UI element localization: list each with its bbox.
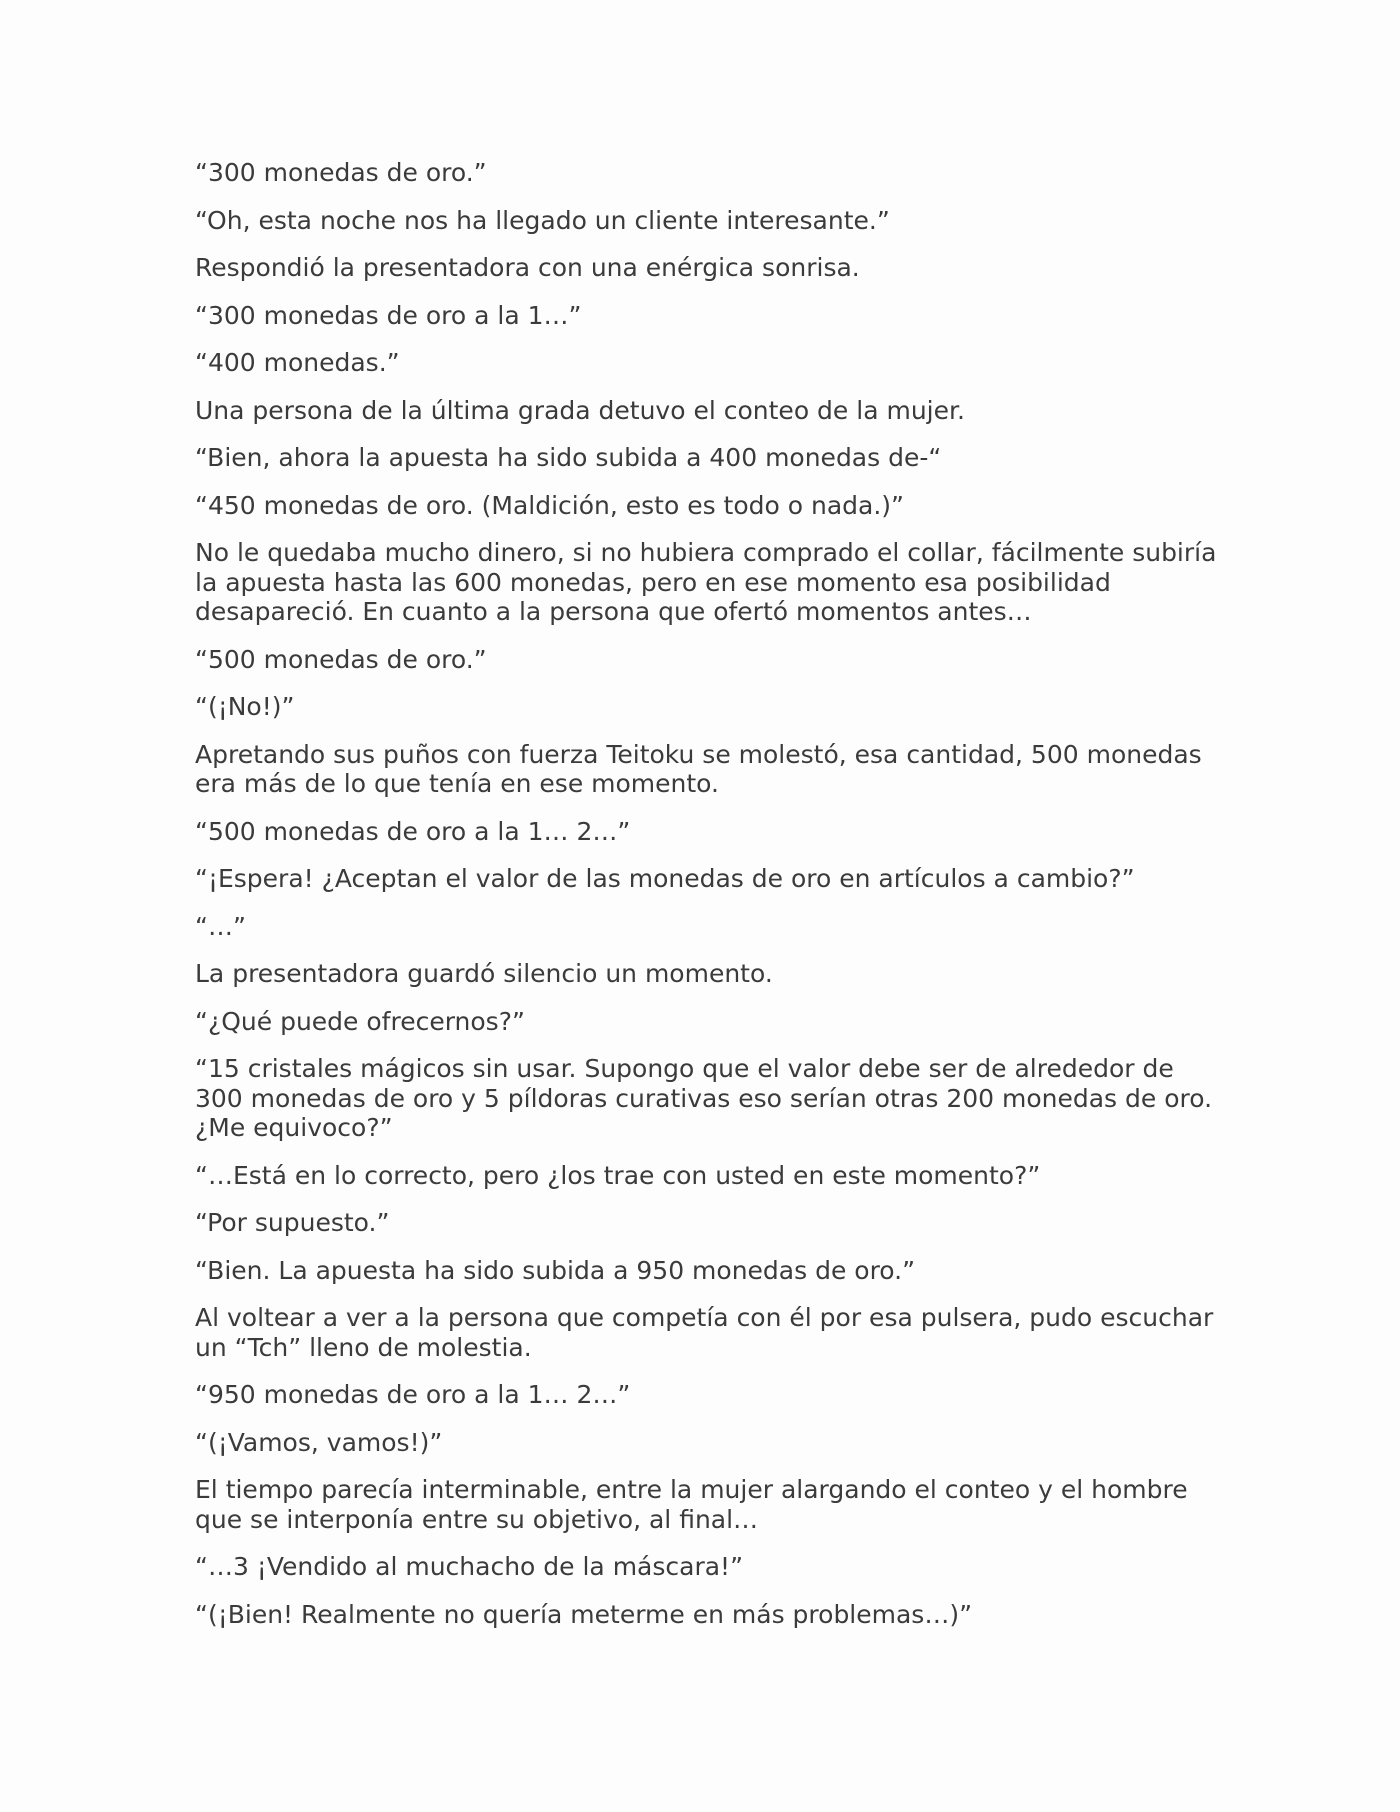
paragraph: “Oh, esta noche nos ha llegado un cliente interesante.”	[195, 205, 890, 235]
paragraph: Una persona de la última grada detuvo el conteo de la mujer.	[195, 395, 965, 425]
paragraph: Respondió la presentadora con una enérgica sonrisa.	[195, 253, 860, 282]
paragraph: No le quedaba mucho dinero, si no hubiera comprado el collar, fácilmente subiría la apuesta hasta las 600 monedas, pero en ese momento esa posibilidad desapareció. En cuanto a la persona que ofertó momentos antes…	[195, 538, 1217, 626]
paragraph: “950 monedas de oro a la 1… 2…”	[195, 1380, 631, 1409]
paragraph: “400 monedas.”	[195, 348, 400, 377]
paragraph: “Bien. La apuesta ha sido subida a 950 monedas de oro.”	[195, 1255, 916, 1285]
paragraph: “15 cristales mágicos sin usar. Supongo que el valor debe ser de alrededor de 300 monedas de oro y 5 píldoras curativas eso serían otras 200 monedas de oro. ¿Me equivoco?”	[195, 1054, 1213, 1142]
paragraph: “¡Espera! ¿Aceptan el valor de las monedas de oro en artículos a cambio?”	[195, 864, 1135, 893]
paragraph: “450 monedas de oro. (Maldición, esto es todo o nada.)”	[195, 490, 905, 520]
paragraph: “300 monedas de oro.”	[195, 158, 487, 187]
paragraph: “500 monedas de oro a la 1… 2…”	[195, 816, 631, 846]
paragraph: El tiempo parecía interminable, entre la mujer alargando el conteo y el hombre que se interponía entre su objetivo, al final…	[195, 1475, 1188, 1534]
paragraph: “Por supuesto.”	[195, 1208, 390, 1237]
paragraph: “¿Qué puede ofrecernos?”	[195, 1006, 525, 1036]
paragraph: “…”	[195, 911, 246, 941]
paragraph: La presentadora guardó silencio un momento.	[195, 959, 773, 988]
paragraph: “300 monedas de oro a la 1…”	[195, 300, 582, 330]
paragraph: “…Está en lo correcto, pero ¿los trae con usted en este momento?”	[195, 1160, 1041, 1190]
paragraph: “…3 ¡Vendido al muchacho de la máscara!”	[195, 1552, 744, 1581]
paragraph: “500 monedas de oro.”	[195, 644, 487, 674]
document-body	[195, 158, 1225, 1647]
paragraph: “(¡No!)”	[195, 692, 295, 721]
paragraph: Al voltear a ver a la persona que competía con él por esa pulsera, pudo escuchar un “Tch” lleno de molestia.	[195, 1303, 1214, 1362]
paragraph: “(¡Vamos, vamos!)”	[195, 1427, 443, 1457]
paragraph: Apretando sus puños con fuerza Teitoku se molestó, esa cantidad, 500 monedas era más de lo que tenía en ese momento.	[195, 739, 1202, 798]
paragraph: “Bien, ahora la apuesta ha sido subida a 400 monedas de-“	[195, 443, 942, 472]
paragraph: “(¡Bien! Realmente no quería meterme en más problemas…)”	[195, 1599, 973, 1629]
